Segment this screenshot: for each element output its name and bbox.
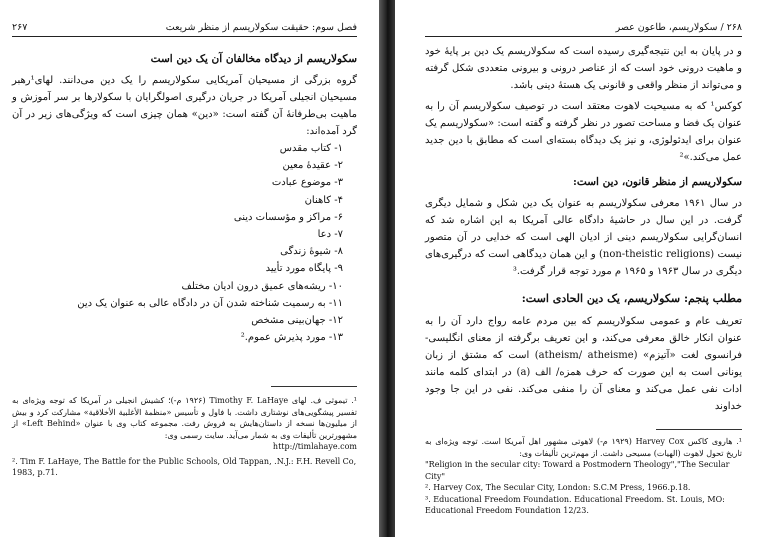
footnote-cox-titles: "Religion in the secular city: Toward a Postmodern Theology","The Secular City" <box>425 460 730 481</box>
religion-features-list <box>12 140 357 346</box>
left-header-page-number: ۲۶۷ <box>12 22 28 33</box>
list-item: ۱- کتاب مقدس <box>279 143 343 154</box>
left-header-title: فصل سوم: حقیقت سکولاریسم از منظر شریعت <box>165 22 357 33</box>
left-page <box>0 0 379 537</box>
list-item: ۴- کاهنان <box>304 194 343 206</box>
intro-paragraph: گروه بزرگی از مسیحیان آمریکایی سکولاریسم را یک دین می‌دانند. لهای¹رهبر مسیحیان انجیلی آمریکا در جریان درگیری اصولگرایان با سکولارها بر سر آموزش و ماهیت بی‌طرفانهٔ آن گفته است: «دین» همان چیزی است که ویژگی‌های زیر در آن گرد آمده‌اند: <box>12 75 357 137</box>
list-item: ۲- عقیدهٔ معین <box>282 160 343 172</box>
right-header-page-number-title <box>616 20 742 36</box>
section-heading-atheistic-religion: مطلب پنجم: سکولاریسم، یک دین الحادی است: <box>521 292 742 305</box>
list-item: ۹- پایگاه مورد تأیید <box>265 263 343 275</box>
right-header-separator: / <box>717 22 724 33</box>
footnote-educational-freedom: ³. Educational Freedom Foundation. Educational Freedom. St. Louis, MO: Educational Freedom Foundation 12/23. <box>425 494 725 515</box>
conclusion-paragraph: و در پایان به این نتیجه‌گیری رسیده است که سکولاریسم یک دین بر پایهٔ خود و ماهیت درونی خود است که از عناصر درونی و بیرونی متعددی شکل گرفته و می‌تواند از منظر واقعی و قانونی یک هستهٔ دینی باشد. <box>425 46 742 91</box>
list-item: ۸- شیوهٔ زندگی <box>280 246 343 258</box>
footnote-cox-bio: ¹. هاروی کاکس Harvey Cox (۱۹۲۹ م-) لاهوتی مشهور اهل آمریکا است. توجه ویژه‌ای به تاریخ تحول لاهوت (الهیات) مسیحی داشت. از مهم‌ترین تألیفات وی: <box>425 437 742 458</box>
footnote-cox-citation: ². Harvey Cox, The Secular City, London: S.C.M Press, 1966.p.18. <box>425 483 691 492</box>
book-gutter-shadow <box>379 0 395 537</box>
footnote-separator <box>656 429 742 430</box>
footnote-separator <box>271 386 357 387</box>
right-page-body <box>425 43 742 415</box>
right-footnotes <box>425 436 742 517</box>
list-item: ۱۰- ریشه‌های عمیق درون ادیان مختلف <box>181 280 343 292</box>
list-item: ۱۲- جهان‌بینی مشخص <box>251 315 343 327</box>
right-page <box>395 0 768 537</box>
footnote-lahaye-bio: ¹. تیموثی ف. لهای Timothy F. LaHaye (۱۹۲۶ م-)؛ کشیش انجیلی در آمریکا که توجه ویژه‌ای به تفسیر پیشگویی‌های نوشتاری داشت. با فاول و تأسیس «منظمهٔ الأغلبیة الأخلاقیة» مشارکت کرد و بیش از میلیون‌ها نسخه از داستان‌هایش به فروش رفت. مجموعه کتاب وی با عنوان «Left Behind» از مشهورترین تألیفات وی به شمار می‌آید. سایت رسمی وی: <box>12 396 357 440</box>
legal-paragraph: در سال ۱۹۶۱ معرفی سکولاریسم به عنوان یک دین شکل و شمایل دیگری گرفت. در این سال در حاشیهٔ دادگاه عالی آمریکا به این اشاره شد که انسان‌گرایی سکولاریسم دینی از ادیان الهی است که خدایی در آن متصور نیست (non-theistic religions) و این همان دیدگاهی است که درگیری‌های دیگری در سال ۱۹۶۳ و ۱۹۶۵ م مورد توجه قرار گرفت.³ <box>425 198 742 277</box>
list-item: ۱۳- مورد پذیرش عموم.² <box>240 332 343 344</box>
list-item: ۶- مراکز و مؤسسات دینی <box>233 211 343 223</box>
left-page-header <box>12 20 357 37</box>
list-item: ۱۱- به رسمیت شناخته شدن آن در دادگاه عالی به عنوان یک دین <box>77 297 343 309</box>
left-page-body <box>12 51 357 346</box>
right-header-title: سکولاریسم، طاعون عصر <box>615 22 718 33</box>
left-footnotes <box>12 395 357 479</box>
list-item: ۷- دعا <box>317 229 343 241</box>
list-item: ۳- موضوع عبادت <box>271 177 343 189</box>
right-page-header <box>425 20 742 37</box>
section-heading-legal-view: سکولاریسم از منظر قانون، دین است: <box>573 176 742 188</box>
footnote-lahaye-url: http://timlahaye.com <box>272 442 357 452</box>
right-header-page-number: ۲۶۸ <box>726 22 742 33</box>
footnote-lahaye-citation: ². Tim F. LaHaye, The Battle for the Public Schools, Old Tappan, .N.J.: F.H. Revell Co, 1983, p.71. <box>12 456 357 478</box>
atheism-paragraph: تعریف عام و عمومی سکولاریسم که بین مردم عامه رواج دارد آن را به عنوان انکار خالق معرفی می‌کند، و این تعریف برگرفته از معنای انگلیسی-فرانسوی لغت «آتیزم» (atheism/ atheisme) است که مشتق از زبان یونانی است به این صورت که حرف همزه/ الف (a) در ابتدای کلمه مانند ادات نفی عمل می‌کند و معنای آن را منفی می‌کند. نفی در این جا وجود خداوند <box>425 316 743 412</box>
cox-paragraph: کوکس¹ که به مسیحیت لاهوت معتقد است در توصیف سکولاریسم آن را به عنوان یک فضا و مساحت تصور در نظر گرفته و گفته است: «سکولاریسم یک عنوان برای ایدئولوژی، و نیز یک دیدگاه بسته‌ای است که مطابق با دین جدید عمل می‌کند.»² <box>425 101 742 163</box>
section-heading-opponents-view: سکولاریسم از دیدگاه مخالفان آن یک دین است <box>150 53 357 65</box>
